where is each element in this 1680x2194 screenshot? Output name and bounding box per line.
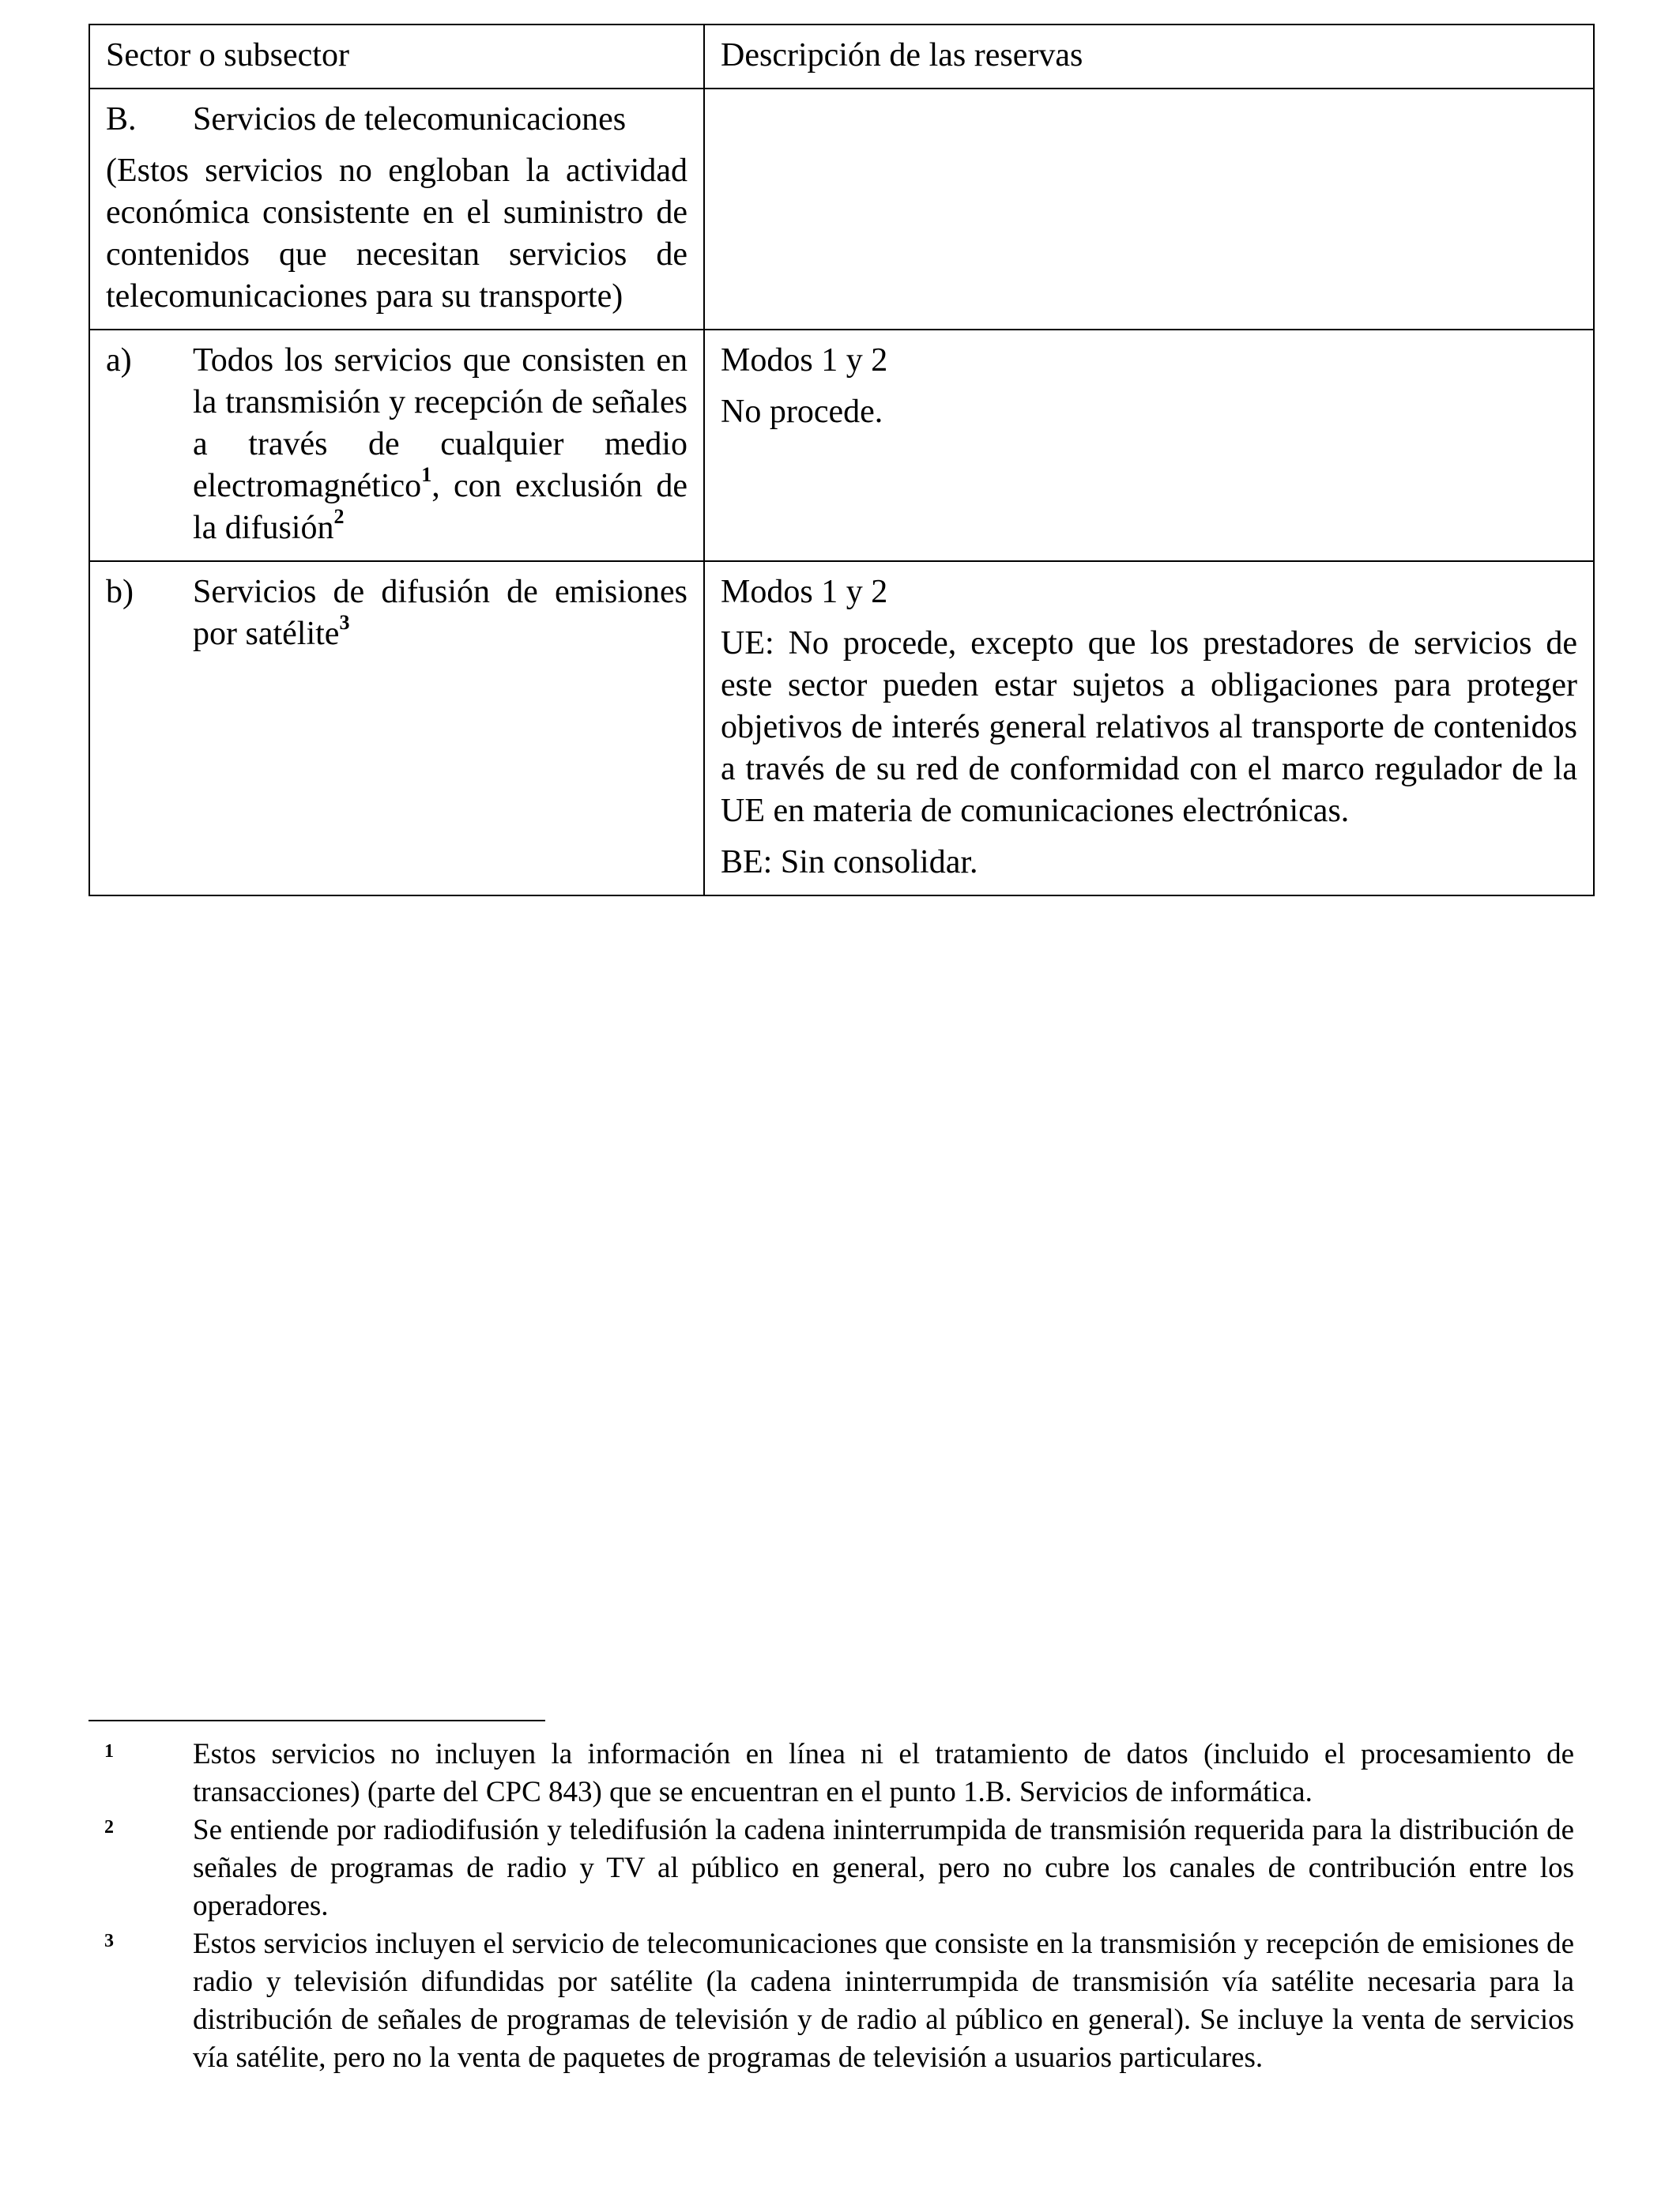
footnote-number: 1 (104, 1741, 114, 1762)
row-a-item (106, 340, 687, 549)
row-a-label: a) (106, 342, 132, 379)
footnote-number: 2 (104, 1817, 114, 1838)
header-description (704, 25, 1594, 89)
header-sector-label: Sector o subsector (106, 37, 349, 74)
footnotes (89, 1736, 1574, 2077)
footnote-2 (89, 1811, 1574, 1925)
section-heading (106, 99, 687, 141)
footnote-text: Se entiende por radiodifusión y teledifusión la cadena ininterrumpida de transmisión requerida para la distribución de señales de programas de radio y TV al público en general, pero no cubre los canales de contribución entre los operadores. (193, 1814, 1574, 1922)
footnote-3 (89, 1925, 1574, 2077)
section-note: (Estos servicios no engloban la actividad económica consistente en el suministro de contenidos que necesitan servicios de telecomunicaciones para su transporte) (106, 153, 687, 315)
table-row-section-b (89, 89, 1594, 330)
row-a-text-part1: Todos los servicios que consisten en la transmisión y recepción de señales a través de cualquier medio electromagnético (193, 342, 687, 504)
row-a-desc: No procede. (721, 394, 883, 430)
footnote-ref-2[interactable]: 2 (333, 505, 345, 528)
row-b-description (704, 561, 1594, 895)
header-description-label: Descripción de las reservas (721, 37, 1083, 74)
footnote-1 (89, 1736, 1574, 1811)
row-a-text (193, 340, 687, 549)
row-b-desc-ue: UE: No procede, excepto que los prestadores de servicios de este sector pueden estar sujetos a obligaciones para proteger objetivos de interés general relativos al transporte de contenidos a través de su red de conformidad con el marco regulador de la UE en materia de comunicaciones electrónicas. (721, 625, 1577, 829)
header-sector (89, 25, 704, 89)
row-b-item (106, 571, 687, 655)
row-b-text (193, 571, 687, 655)
section-b-cell (89, 89, 704, 330)
table-row-a (89, 330, 1594, 561)
row-b-sector (89, 561, 704, 895)
row-b-text-part: Servicios de difusión de emisiones por satélite (193, 574, 687, 652)
footnote-number: 3 (104, 1931, 114, 1951)
row-a-sector (89, 330, 704, 561)
row-a-modes: Modos 1 y 2 (721, 342, 888, 379)
row-b-modes: Modos 1 y 2 (721, 574, 888, 610)
row-b-desc-be: BE: Sin consolidar. (721, 844, 978, 880)
section-label: B. (106, 101, 137, 138)
footnote-ref-1[interactable]: 1 (421, 463, 432, 486)
section-b-description (704, 89, 1594, 330)
row-a-text-part2: , con exclusión de la difusión (193, 468, 687, 546)
table-header-row (89, 25, 1594, 89)
reservations-table (89, 24, 1595, 896)
footnote-separator (89, 1720, 545, 1721)
footnote-ref-3[interactable]: 3 (339, 611, 350, 634)
section-title: Servicios de telecomunicaciones (193, 101, 627, 138)
row-b-label: b) (106, 574, 134, 610)
footnote-text: Estos servicios no incluyen la información en línea ni el tratamiento de datos (incluido el procesamiento de transacciones) (parte del CPC 843) que se encuentran en el punto 1.B. Servicios de informática. (193, 1738, 1574, 1808)
row-a-description (704, 330, 1594, 561)
table-row-b (89, 561, 1594, 895)
footnote-text: Estos servicios incluyen el servicio de telecomunicaciones que consiste en la transmisión y recepción de emisiones de radio y televisión difundidas por satélite (la cadena ininterrumpida de transmisión vía satélite necesaria para la distribución de señales de programas de televisión y de radio al público en general). Se incluye la venta de servicios vía satélite, pero no la venta de paquetes de programas de televisión a usuarios particulares. (193, 1928, 1574, 2074)
